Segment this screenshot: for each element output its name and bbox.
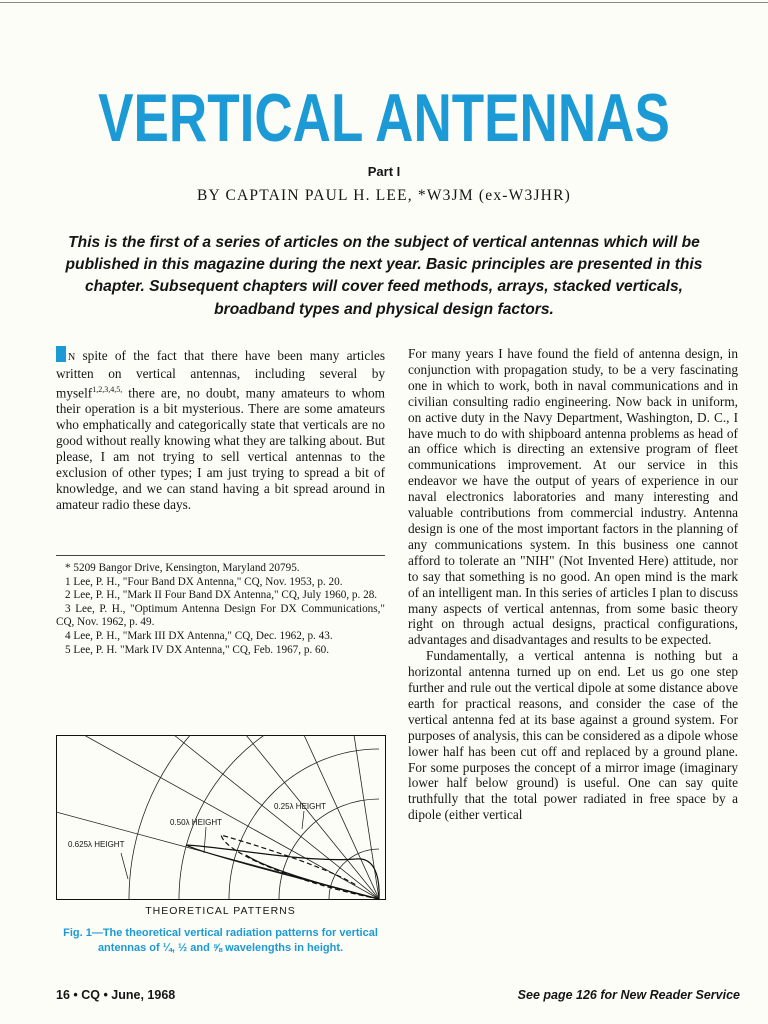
footnote: 4 Lee, P. H., "Mark III DX Antenna," CQ, Dec. 1962, p. 43.: [65, 629, 333, 642]
grid-ray: [304, 735, 379, 899]
footnote: 5 Lee, P. H. "Mark IV DX Antenna," CQ, Feb. 1967, p. 60.: [65, 643, 330, 656]
leader-0625: [121, 853, 128, 879]
right-column: [408, 346, 738, 823]
grid-ray: [174, 735, 379, 899]
footnote: 1 Lee, P. H., "Four Band DX Antenna," CQ, Nov. 1953, p. 20.: [65, 575, 343, 588]
polar-grid: [56, 735, 379, 899]
left-p1-end: there are, no doubt, many amateurs to whom their operation is a bit mysterious. There are some amateurs who emphatically and categorically state that verticals are no good without really knowing what they are talking about. But please, I am not trying to sell vertical antennas to the exclusion of other types; I am just trying to spread a bit of knowledge, and we can stand having a bit spread around in amateur radio these days.: [56, 385, 385, 512]
footnote: 3 Lee, P. H., "Optimum Antenna Design For DX Communications," CQ, Nov. 1962, p. 49.: [56, 602, 385, 629]
left-paragraph-1: [56, 346, 385, 512]
grid-ray: [84, 735, 379, 899]
left-p1-refs: 1,2,3,4,5,: [92, 384, 123, 394]
left-p1-start: spite of the fact that there have been many articles written on vertical antennas, including several by myself: [56, 348, 385, 401]
footnote: * 5209 Bangor Drive, Kensington, Maryland 20795.: [65, 562, 300, 574]
label-0625-height: 0.625λ HEIGHT: [68, 840, 125, 849]
radiation-pattern-figure: [56, 735, 386, 900]
part-label: Part I: [367, 164, 401, 179]
left-column: [56, 346, 385, 512]
figure-caption: Fig. 1—The theoretical vertical radiation patterns for vertical antennas of ¼, ½ and ⅝ wavelengths in height.: [63, 927, 378, 954]
label-025-height: 0.25λ HEIGHT: [274, 802, 327, 811]
pattern-curves: [186, 835, 379, 899]
leader-050: [204, 827, 206, 853]
intro-paragraph: This is the first of a series of articles on the subject of vertical antennas which will be published in this magazine during the next year. Basic principles are presented in this chapter. Subsequent chapters will cover feed methods, arrays, stacked verticals, broadband types and physical design factors.: [65, 234, 703, 318]
right-paragraph-2: Fundamentally, a vertical antenna is nothing but a horizontal antenna turned up on end. Let us go one step further and rule out the vertical dipole at some distance above earth for practical reasons, and consider the case of the vertical antenna fed at its base against a ground system. For purposes of analysis, this can be considered as a dipole whose lower half has been cut off and replaced by a ground plane. For some purposes the concept of a mirror image (imaginary lower half below ground) is useful. One can say quite truthfully that the total power radiated in free space by a dipole (either vertical: [408, 648, 738, 823]
footnote-separator: [56, 555, 385, 556]
grid-ray: [246, 735, 379, 899]
label-050-height: 0.50λ HEIGHT: [170, 818, 223, 827]
top-rule: [0, 2, 768, 3]
leader-025: [302, 811, 304, 829]
grid-arc: [179, 735, 379, 899]
footer-page-info: 16 • CQ • June, 1968: [56, 988, 176, 1002]
footer-reader-service: See page 126 for New Reader Service: [517, 988, 740, 1002]
dropcap-block: [56, 346, 66, 362]
right-paragraph-1: For many years I have found the field of antenna design, in conjunction with propagation study, to be a very fascinating one in which to work, both in naval communications and in civilian consulting radio engineering. Now back in uniform, on active duty in the Navy Department, Washington, D. C., I have much to do with shipboard antenna problems as head of an office which is directing an extensive program of fleet communications improvement. At our service in this endeavor we have the output of years of experience in our naval electronics laboratories and many interesting and valuable contributions from commercial industry. Antenna design is one of the most important factors in the planning of any communications system. In this business one cannot afford to tolerate an "NIH" (Not Invented Here) attitude, nor to say that something is no good. An open mind is the mark of an intelligent man. In this series of articles I plan to discuss many aspects of vertical antennas, from some basic theory right on through actual designs, practical configurations, advantages and disadvantages and results to be expected.: [408, 346, 738, 648]
grid-arc: [279, 799, 379, 899]
byline: BY CAPTAIN PAUL H. LEE, *W3JM (ex-W3JHR): [197, 187, 571, 204]
pattern-050: [221, 835, 379, 899]
article-title: VERTICAL ANTENNAS: [98, 80, 670, 156]
grid-ray: [354, 735, 379, 899]
dropcap-rest: N: [68, 352, 76, 363]
footnote: 2 Lee, P. H., "Mark II Four Band DX Antenna," CQ, July 1960, p. 28.: [65, 589, 378, 602]
grid-arc: [329, 849, 379, 899]
figure-title: THEORETICAL PATTERNS: [145, 905, 296, 917]
grid-arc: [229, 749, 379, 899]
footnotes: [56, 562, 385, 657]
